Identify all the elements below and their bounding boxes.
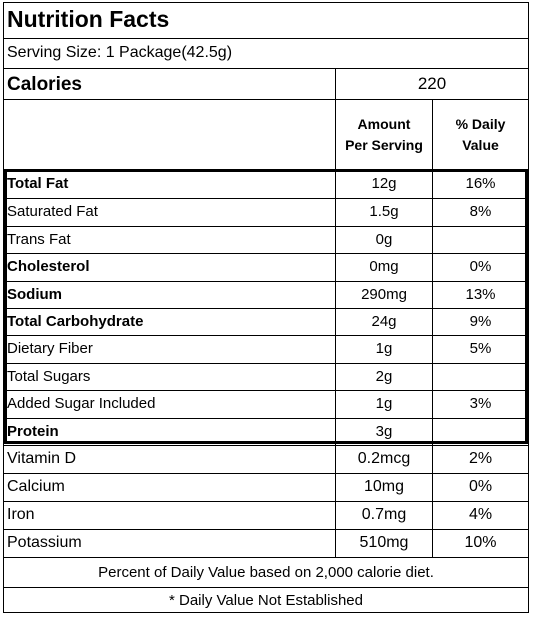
amount-header xyxy=(336,114,432,156)
nutrient-amount: 1g xyxy=(375,340,393,358)
vitamin-amount: 510mg xyxy=(359,534,409,551)
nutrient-amount: 0mg xyxy=(369,258,399,276)
nutrient-amount: 290mg xyxy=(361,285,407,303)
nutrient-name: Saturated Fat xyxy=(7,203,98,221)
nutrient-row xyxy=(4,281,528,308)
vitamin-row xyxy=(4,501,528,529)
nutrient-row xyxy=(4,226,528,253)
page-title: Nutrition Facts xyxy=(7,6,170,32)
vitamin-dv: 10% xyxy=(464,534,497,551)
nutrient-name: Total Sugars xyxy=(7,367,91,385)
dv-header-line2: Value xyxy=(462,137,499,153)
vitamin-dv: 0% xyxy=(468,478,493,495)
nutrient-row xyxy=(4,253,528,280)
nutrient-dv: 3% xyxy=(469,395,492,413)
vitamin-amount: 0.2mcg xyxy=(357,450,411,467)
nutrient-dv: 13% xyxy=(465,285,496,303)
nutrient-row xyxy=(4,418,528,445)
amount-header-line2: Per Serving xyxy=(345,137,423,153)
nutrient-amount: 12g xyxy=(371,175,397,192)
dv-header xyxy=(433,114,528,156)
nutrient-row xyxy=(4,363,528,390)
vitamin-amount: 10mg xyxy=(363,478,405,495)
nutrient-name: Trans Fat xyxy=(7,230,71,248)
vitamin-row xyxy=(4,529,528,557)
vitamin-row xyxy=(4,473,528,501)
vitamin-name: Iron xyxy=(7,506,35,523)
nutrient-name: Sodium xyxy=(7,285,62,303)
footnote-row-2 xyxy=(4,587,528,614)
footnote-daily-value: Percent of Daily Value based on 2,000 calorie diet. xyxy=(98,564,434,581)
nutrient-name: Dietary Fiber xyxy=(7,340,93,358)
nutrient-amount: 0g xyxy=(375,230,393,248)
vitamin-amount: 0.7mg xyxy=(361,506,407,523)
nutrient-amount: 1g xyxy=(375,395,393,413)
vitamin-name: Calcium xyxy=(7,478,65,495)
nutrient-dv: 16% xyxy=(465,175,496,192)
nutrient-row xyxy=(4,335,528,362)
column-header-row xyxy=(4,99,528,171)
nutrient-row xyxy=(4,198,528,225)
nutrient-name: Protein xyxy=(7,422,59,440)
nutrient-row xyxy=(4,171,528,198)
vitamin-name: Potassium xyxy=(7,534,82,551)
footnote-not-established: * Daily Value Not Established xyxy=(169,592,363,609)
nutrient-name: Total Fat xyxy=(7,175,69,192)
footnote-row-1 xyxy=(4,557,528,587)
nutrient-dv: 0% xyxy=(469,258,492,276)
nutrition-facts-label xyxy=(3,2,529,613)
nutrient-row xyxy=(4,308,528,335)
serving-size-row xyxy=(4,38,528,68)
amount-header-line1: Amount xyxy=(357,116,411,132)
calories-label: Calories xyxy=(7,74,82,95)
nutrient-row xyxy=(4,390,528,417)
vitamin-name: Vitamin D xyxy=(7,450,77,467)
serving-size: Serving Size: 1 Package(42.5g) xyxy=(7,44,233,61)
nutrient-dv: 5% xyxy=(469,340,492,358)
nutrient-dv: 9% xyxy=(469,313,492,330)
nutrient-amount: 2g xyxy=(375,367,393,385)
vitamin-row xyxy=(4,445,528,473)
calories-value: 220 xyxy=(417,74,447,93)
nutrient-amount: 24g xyxy=(371,313,397,330)
vitamin-dv: 2% xyxy=(468,450,493,467)
nutrient-name: Cholesterol xyxy=(7,258,90,276)
nutrient-amount: 3g xyxy=(375,422,393,440)
nutrient-dv: 8% xyxy=(469,203,492,221)
nutrient-name: Total Carbohydrate xyxy=(7,313,144,330)
nutrient-name: Added Sugar Included xyxy=(7,395,156,413)
title-row xyxy=(4,3,528,38)
nutrient-amount: 1.5g xyxy=(369,203,399,221)
calories-row xyxy=(4,68,528,99)
dv-header-line1: % Daily xyxy=(455,116,506,132)
vitamin-dv: 4% xyxy=(468,506,493,523)
